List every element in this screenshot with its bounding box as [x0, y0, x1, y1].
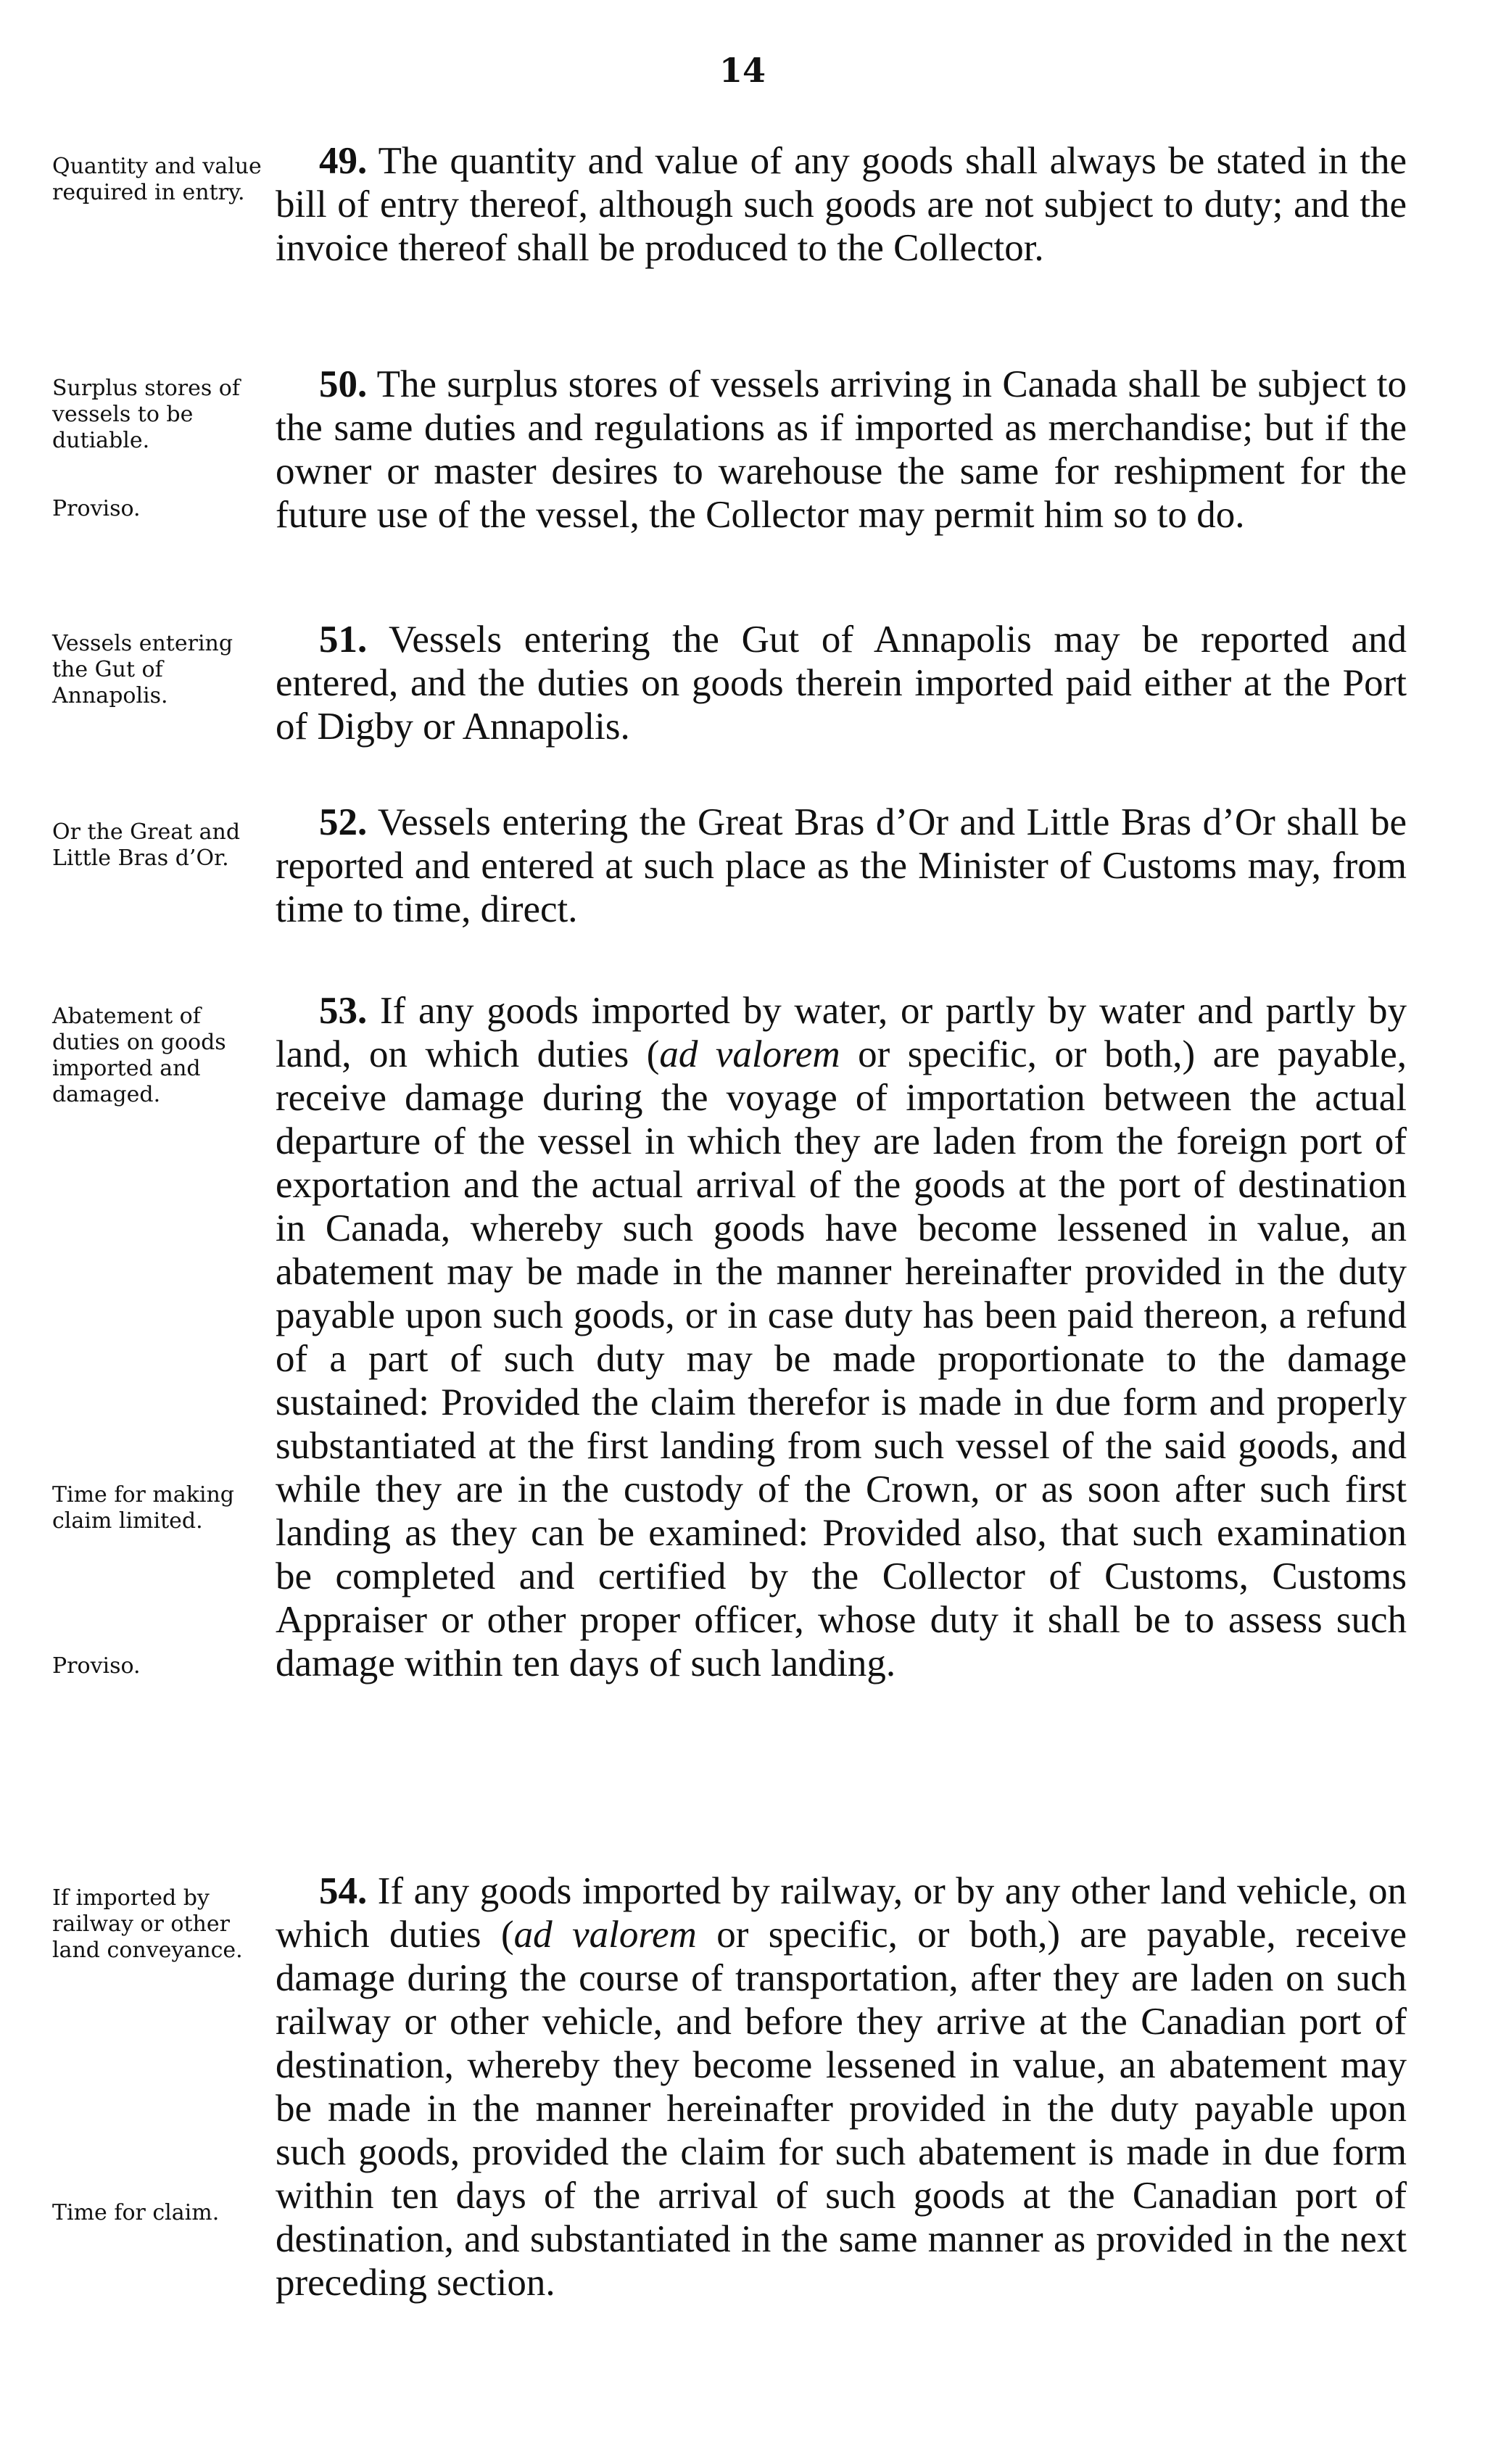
section-body: Vessels entering the Great Bras d’Or and Little Bras d’Or shall be reported and entered at such place as the Minister of Customs may, from time to time, direct. — [276, 801, 1407, 930]
section-body: If any goods imported by water, or partly by water and partly by land, on which duties ( — [276, 990, 1407, 1075]
section-text — [276, 363, 1407, 537]
section-number: 49. — [319, 140, 368, 182]
section-number: 54. — [319, 1870, 368, 1912]
section-body: or specific, or both,) are payable, receive damage during the voyage of importation between the actual departure of the vessel in which they are laden from the foreign port of exportation and the actual arrival of the goods at the port of destination in Canada, whereby such goods have become lessened in value, an abatement may be made in the manner hereinafter provided in the duty payable upon such goods, or in case duty has been paid thereon, a refund of a part of such duty may be made proportionate to the damage sustained: Provided the claim therefor is made in due form and properly substantiated at the first landing from such vessel of the said goods, and while they are in the custody of the Crown, or as soon after such first landing as they can be examined: Provided also, that such examination be completed and certified by the Collector of Customs, Customs Appraiser or other proper officer, whose duty it shall be to assess such damage within ten days of such landing. — [276, 1033, 1407, 1684]
section-body: Vessels entering the Gut of Annapolis may be reported and entered, and the duties on goods therein imported paid either at the Port of Digby or Annapolis. — [276, 619, 1407, 748]
margin-note: Or the Great and Little Bras d’Or. — [52, 819, 241, 871]
section-number: 51. — [319, 619, 368, 661]
margin-note: If imported by railway or other land conveyance. — [52, 1885, 243, 1963]
section-body: If any goods imported by railway, or by any other land vehicle, on which duties ( — [276, 1870, 1407, 1956]
margin-note: Proviso. — [52, 496, 141, 521]
section-number: 53. — [319, 990, 368, 1032]
section-text — [276, 618, 1407, 748]
margin-note: Surplus stores of vessels to be dutiable. — [52, 376, 240, 453]
page-number: 14 — [719, 51, 766, 90]
margin-note: Proviso. — [52, 1653, 141, 1679]
section-body: or specific, or both,) are payable, receive damage during the course of transportation, after they are laden on such railway or other vehicle, and before they arrive at the Canadian port of destination, whereby they become lessened in value, an abatement may be made in the manner hereinafter provided in the duty payable upon such goods, provided the claim for such abatement is made in due form within ten days of the arrival of such goods at the Canadian port of destination, and substantiated in the same manner as provided in the next preceding section. — [276, 1914, 1407, 2304]
margin-note: Vessels entering the Gut of Annapolis. — [52, 631, 233, 708]
italic-term: ad valorem — [513, 1914, 697, 1956]
italic-term: ad valorem — [659, 1033, 840, 1075]
section-body: The quantity and value of any goods shall always be stated in the bill of entry thereof, although such goods are not subject to duty; and the invoice thereof shall be produced to the Collector. — [276, 140, 1407, 269]
section-text — [276, 139, 1407, 270]
section-number: 50. — [319, 363, 368, 405]
section-number: 52. — [319, 801, 368, 843]
margin-note: Time for making claim limited. — [52, 1482, 235, 1534]
section-text — [276, 801, 1407, 931]
section-text — [276, 1869, 1407, 2304]
margin-note: Quantity and value required in entry. — [52, 154, 262, 205]
margin-note: Time for claim. — [52, 2200, 220, 2225]
margin-note: Abatement of duties on goods imported and damaged. — [52, 1004, 226, 1107]
section-text — [276, 989, 1407, 1685]
section-body: The surplus stores of vessels arriving in Canada shall be subject to the same duties and regulations as if imported as merchandise; but if the owner or master desires to warehouse the same for reshipment for the future use of the vessel, the Collector may permit him so to do. — [276, 363, 1407, 536]
